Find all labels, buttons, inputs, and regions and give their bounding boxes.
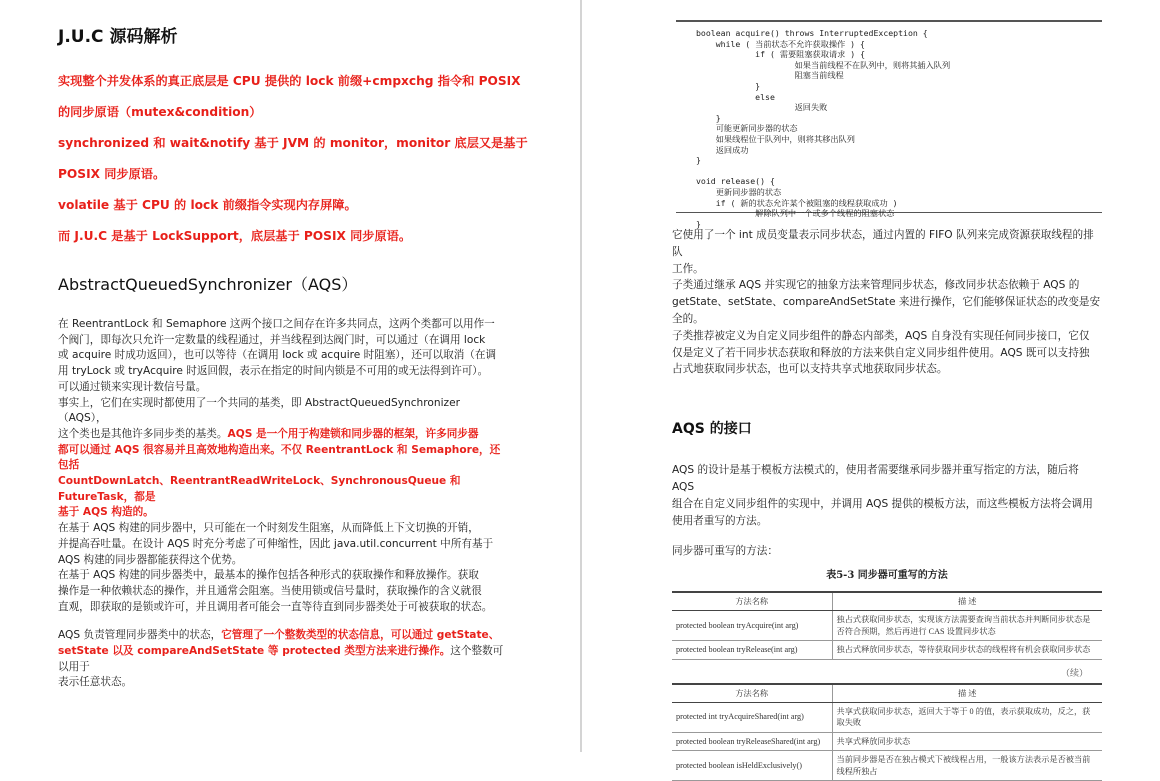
text-line: AQS 的设计是基于模板方法模式的，使用者需要继承同步器并重写指定的方法，随后将 AQS: [672, 464, 1079, 493]
text-line: 并提高吞吐量。在设计 AQS 时充分考虑了可伸缩性，因此 java.util.concurrent 中所有基于: [58, 537, 494, 550]
code-line: 如果线程位于队列中，则将其移出队列: [696, 133, 855, 144]
paragraph-1: [58, 317, 508, 396]
text-line: 直观，即获取的是锁或许可，并且调用者可能会一直等待直到同步器类处于可被获取的状态。: [58, 600, 493, 613]
paragraph-template-method: [672, 462, 1102, 529]
text-line: 它使用了一个 int 成员变量表示同步状态，通过内置的 FIFO 队列来完成资源获取线程的排队: [672, 229, 1094, 258]
red-note-line: synchronized 和 wait&notify 基于 JVM 的 monitor，monitor 底层又是基于: [58, 136, 528, 150]
red-note-line: 实现整个并发体系的真正底层是 CPU 提供的 lock 前缀+cmpxchg 指令和 POSIX: [58, 74, 521, 88]
paragraph-3: [58, 521, 508, 615]
text-line: [58, 644, 508, 675]
section-title-aqs: AbstractQueuedSynchronizer（AQS）: [58, 275, 358, 294]
method-desc-cell: 共享式释放同步状态: [832, 732, 1102, 751]
code-line: }: [696, 80, 761, 91]
red-note-line: POSIX 同步原语。: [58, 167, 166, 181]
document-title: J.U.C 源码解析: [58, 27, 178, 47]
code-line: 可能更新同步器的状态: [696, 123, 798, 134]
method-name-cell: protected boolean isHeldExclusively(): [672, 751, 832, 781]
method-desc-cell: 当前同步器是否在独占模式下被线程占用，一般该方法表示是否被当前线程所独占: [832, 751, 1102, 781]
paragraph-aqs-overview: [672, 227, 1102, 378]
table-row: [672, 702, 1102, 732]
red-note-line: 而 J.U.C 是基于 LockSupport，底层基于 POSIX 同步原语。: [58, 229, 412, 243]
table-header-row: [672, 684, 1102, 703]
column-header: 方法名称: [672, 592, 832, 611]
section-title-aqs-interface: AQS 的接口: [672, 421, 752, 438]
column-header: 描 述: [832, 592, 1102, 611]
method-desc-cell: 独占式获取同步状态，实现该方法需要查询当前状态并判断同步状态是否符合预期，然后再进行 CAS 设置同步状态: [832, 611, 1102, 641]
code-line: 解除队列中一个或多个线程的阻塞状态: [696, 208, 895, 219]
red-highlight: 它管理了一个整数类型的状态信息，可以通过 getState、: [221, 629, 500, 642]
text-line: 组合在自定义同步组件的实现中，并调用 AQS 提供的模板方法，而这些模板方法将会调用: [672, 497, 1093, 510]
text-line: 子类推荐被定义为自定义同步组件的静态内部类，AQS 自身没有实现任何同步接口，它仅: [672, 329, 1090, 342]
code-line: 阻塞当前线程: [696, 70, 844, 81]
code-line: if ( 新的状态允许某个被阻塞的线程获取成功 ): [696, 197, 898, 208]
method-desc-cell: 独占式释放同步状态，等待获取同步状态的线程将有机会获取同步状态: [832, 641, 1102, 660]
text-line: 事实上，它们在实现时都使用了一个共同的基类，即 AbstractQueuedSynchronizer（AQS），: [58, 396, 460, 425]
table-row: [672, 751, 1102, 781]
code-line: }: [696, 155, 701, 166]
column-header: 描 述: [832, 684, 1102, 703]
text-line: 在基于 AQS 构建的同步器类中，最基本的操作包括各种形式的获取操作和释放操作。获取: [58, 569, 479, 582]
code-line: boolean acquire() throws InterruptedException {: [696, 28, 928, 38]
method-name-cell: protected int tryAcquireShared(int arg): [672, 702, 832, 732]
text-line: 使用者重写的方法。: [672, 514, 768, 527]
code-line: void release() {: [696, 176, 775, 187]
red-highlight: 基于 AQS 构造的。: [58, 506, 154, 519]
right-page: [582, 0, 1160, 776]
text-span: 这个整数可以用于: [58, 645, 504, 673]
text-line: 用 tryLock 或 tryAcquire 时返回假，表示在指定的时间内锁是不可用的或无法得到许可）。: [58, 365, 489, 378]
text-span: AQS 负责管理同步器类中的状态，: [58, 629, 222, 642]
text-line: 子类通过继承 AQS 并实现它的抽象方法来管理同步状态，修改同步状态依赖于 AQS 的: [672, 279, 1080, 292]
methods-table-1: [672, 591, 1102, 660]
overridable-methods-intro: 同步器可重写的方法：: [672, 545, 778, 558]
red-highlight: AQS 是一个用于构建锁和同步器的框架，许多同步器: [227, 427, 479, 440]
red-highlight: CountDownLatch、ReentrantReadWriteLock、SynchronousQueue 和 FutureTask，都是: [58, 475, 461, 503]
code-line: else: [696, 91, 775, 102]
red-note-line: 的同步原语（mutex&condition）: [58, 105, 262, 119]
method-name-cell: protected boolean tryReleaseShared(int arg): [672, 732, 832, 751]
left-page: [0, 0, 580, 752]
table-row: [672, 641, 1102, 660]
method-name-cell: protected boolean tryRelease(int arg): [672, 641, 832, 660]
code-line: 更新同步器的状态: [696, 186, 782, 197]
column-header: 方法名称: [672, 684, 832, 703]
table-row: [672, 732, 1102, 751]
table-caption: 表5-3 同步器可重写的方法: [826, 570, 948, 582]
red-note-line: volatile 基于 CPU 的 lock 前缀指令实现内存屏障。: [58, 198, 357, 212]
text-line: 在 ReentrantLock 和 Semaphore 这两个接口之间存在许多共同点，这两个类都可以用作一: [58, 318, 495, 330]
red-highlight: 都可以通过 AQS 很容易并且高效地构造出来。不仅 ReentrantLock 和 Semaphore，还包括: [58, 443, 501, 472]
code-line: [696, 166, 1102, 177]
text-line: getState、setState、compareAndSetState 来进行操作，它们能够保证状态的改变是安全的。: [672, 296, 1101, 325]
table-header-row: [672, 592, 1102, 611]
text-line: AQS 构建的同步器都能获得这个优势。: [58, 553, 243, 566]
text-line: 仅是定义了若干同步状态获取和释放的方法来供自定义同步组件使用。AQS 既可以支持独: [672, 346, 1090, 359]
continued-label: （续）: [1060, 667, 1088, 678]
paragraph-2: [58, 396, 508, 522]
code-line: }: [696, 112, 721, 123]
code-line: 返回失败: [696, 102, 828, 113]
code-line: if ( 需要阻塞获取请求 ) {: [696, 49, 866, 60]
text-line: 可以通过锁来实现计数信号量。: [58, 380, 207, 393]
text-line: 表示任意状态。: [58, 676, 133, 689]
code-line: 如果当前线程不在队列中，则将其插入队列: [696, 59, 951, 70]
code-line: 返回成功: [696, 144, 749, 155]
method-desc-cell: 共享式获取同步状态，返回大于等于 0 的值，表示获取成功，反之，获取失败: [832, 702, 1102, 732]
methods-table-2: [672, 683, 1102, 781]
text-line: 操作是一种依赖状态的操作，并且通常会阻塞。当使用锁或信号量时，获取操作的含义就很: [58, 584, 482, 597]
text-line: 占式地获取同步状态，也可以支持共享式地获取同步状态。: [672, 363, 948, 376]
code-block: [676, 20, 1102, 229]
text-span: 这个类也是其他许多同步类的基类。: [58, 427, 228, 440]
red-highlight: setState 以及 compareAndSetState 等 protected 类型方法来进行操作。: [58, 645, 451, 658]
table-row: [672, 611, 1102, 641]
text-line: [58, 628, 508, 644]
code-line: while ( 当前状态不允许获取操作 ) {: [696, 38, 865, 49]
text-line: 工作。: [672, 262, 704, 275]
method-name-cell: protected boolean tryAcquire(int arg): [672, 611, 832, 641]
text-line: 或 acquire 时成功返回），也可以等待（在调用 lock 或 acquire 时阻塞），还可以取消（在调: [58, 349, 497, 362]
code-line: }: [696, 218, 701, 229]
text-line: [58, 427, 508, 443]
paragraph-4: [58, 628, 508, 691]
text-line: 个阀门，即每次只允许一定数量的线程通过，并当线程到达阀门时，可以通过（在调用 lock: [58, 333, 486, 346]
text-line: 在基于 AQS 构建的同步器中，只可能在一个时刻发生阻塞，从而降低上下文切换的开销，: [58, 522, 479, 535]
